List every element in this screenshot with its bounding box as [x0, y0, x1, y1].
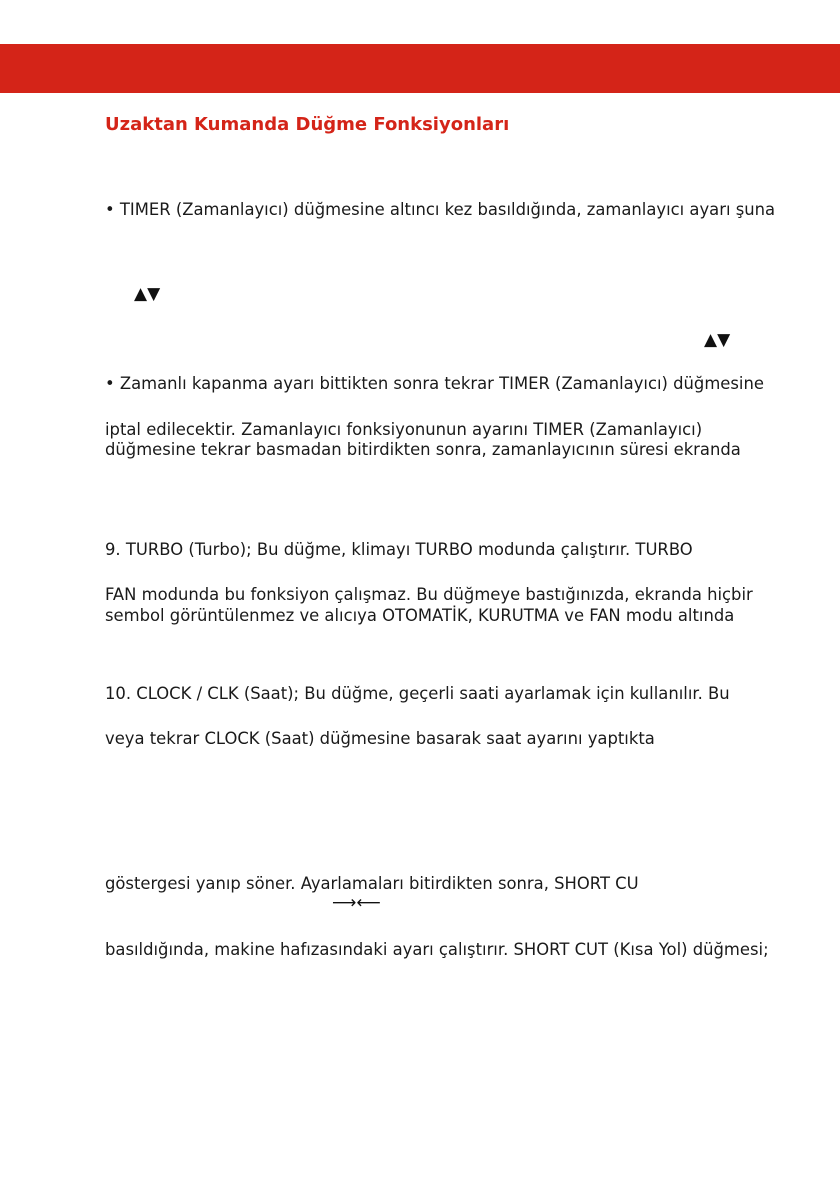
- text-line-fan-mode: FAN modunda bu fonksiyon çalışmaz. Bu düğmeye bastığınızda, ekranda hiçbir: [105, 585, 753, 604]
- page-title: Uzaktan Kumanda Düğme Fonksiyonları: [105, 114, 510, 135]
- text-line-indicator: göstergesi yanıp söner. Ayarlamaları bitirdikten sonra, SHORT CU: [105, 874, 639, 893]
- text-line-timer-duration: düğmesine tekrar basmadan bitirdikten sonra, zamanlayıcının süresi ekranda: [105, 440, 741, 459]
- header-band: [0, 44, 840, 93]
- text-line-cancel: iptal edilecektir. Zamanlayıcı fonksiyonunun ayarını TIMER (Zamanlayıcı): [105, 420, 703, 439]
- text-line-clock-heading: 10. CLOCK / CLK (Saat); Bu düğme, geçerli saati ayarlamak için kullanılır. Bu: [105, 684, 730, 703]
- arrow-right-icon: ⟶: [332, 893, 357, 913]
- text-line-timed-off: • Zamanlı kapanma ayarı bittikten sonra tekrar TIMER (Zamanlayıcı) düğmesine: [105, 374, 764, 393]
- short-cut-arrows-icon: [332, 893, 381, 913]
- text-line-timer-sixth: • TIMER (Zamanlayıcı) düğmesine altıncı kez basıldığında, zamanlayıcı ayarı şuna: [105, 200, 776, 219]
- arrow-left-icon: ⟵: [356, 893, 381, 913]
- up-down-arrows-icon: ▲▼: [134, 284, 161, 304]
- text-line-clock-set: veya tekrar CLOCK (Saat) düğmesine basarak saat ayarını yaptıkta: [105, 729, 655, 748]
- text-line-short-cut: basıldığında, makine hafızasındaki ayarı çalıştırır. SHORT CUT (Kısa Yol) düğmesi;: [105, 940, 769, 959]
- up-down-arrows-icon-right: ▲▼: [704, 330, 731, 350]
- text-line-symbol: sembol görüntülenmez ve alıcıya OTOMATİK, KURUTMA ve FAN modu altında: [105, 606, 735, 625]
- text-line-turbo-heading: 9. TURBO (Turbo); Bu düğme, klimayı TURBO modunda çalıştırır. TURBO: [105, 540, 693, 559]
